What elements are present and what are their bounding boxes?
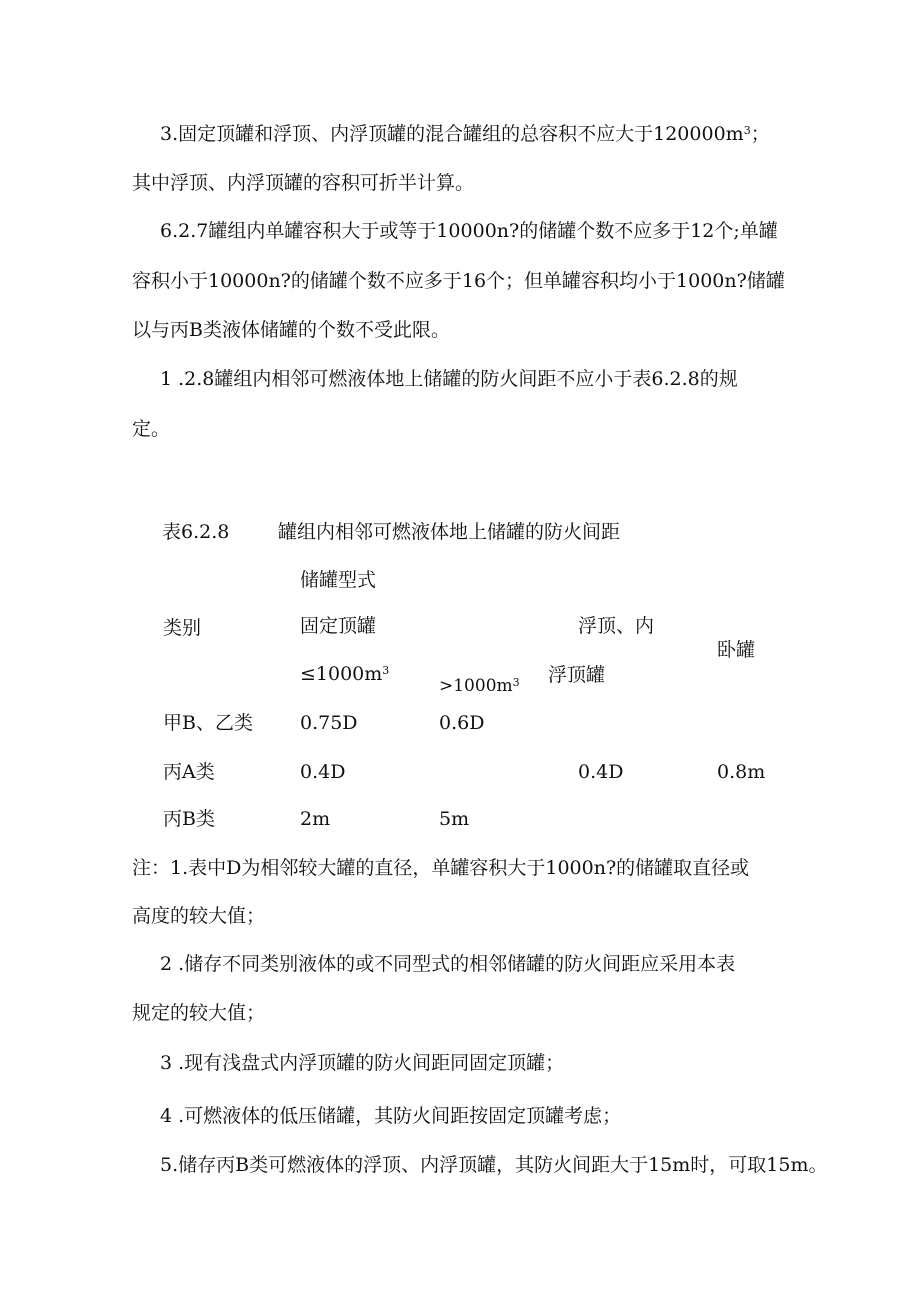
subheader-gt-1000: $>1000m^3$ [439,676,520,696]
subheader-le-1000: $\le 1000m^3$ [300,663,390,685]
header-group: 储罐型式 [300,569,377,591]
superscript: 3 [743,124,751,137]
row-category: 丙A类 [163,761,215,783]
note-3: 3 .现有浅盘式内浮顶罐的防火间距同固定顶罐； [160,1052,565,1074]
paragraph-text: 以与丙B类液体储罐的个数不受此限。 [132,319,450,341]
note-2-cont: 规定的较大值； [132,1002,266,1024]
paragraph-text: 6.2.7罐组内单罐容积大于或等于10000n?的储罐个数不应多于12个;单罐 [160,220,778,242]
cell-gt-1000: 0.6D [439,712,485,734]
paragraph-text: 3.固定顶罐和浮顶、内浮顶罐的混合罐组的总容积不应大于120000m [160,123,744,145]
cell-le-1000: 2m [300,808,331,830]
table-number: 表6.2.8 [162,521,230,543]
note-5: 5.储存丙B类可燃液体的浮顶、内浮顶罐，其防火间距大于15m时，可取15m。 [160,1154,828,1176]
cell-floating: 0.4D [578,761,624,783]
column-header-category: 类别 [163,617,202,639]
column-header-fixed-roof: 固定顶罐 [300,615,377,637]
cell-le-1000: 0.75D [300,712,358,734]
paragraph-text: 1 .2.8罐组内相邻可燃液体地上储罐的防火间距不应小于表6.2.8的规 [160,368,738,390]
note-1-cont: 高度的较大值； [132,905,266,927]
note-1: 注：1.表中D为相邻较大罐的直径，单罐容积大于1000n?的储罐取直径或 [132,857,750,879]
row-category: 甲B、乙类 [163,712,253,734]
cell-gt-1000: 5m [439,808,470,830]
column-header-floating-2: 浮顶罐 [548,664,606,686]
paragraph-text: 定。 [132,418,171,440]
column-header-horizontal: 卧罐 [717,639,756,661]
paragraph-text: 容积小于10000n?的储罐个数不应多于16个；但单罐容积均小于1000n?储罐 [132,270,785,292]
table-title: 罐组内相邻可燃液体地上储罐的防火间距 [278,521,621,543]
column-header-floating-1: 浮顶、内 [578,615,655,637]
cell-horizontal: 0.8m [717,761,766,783]
cell-le-1000: 0.4D [300,761,346,783]
note-2: 2 .储存不同类别液体的或不同型式的相邻储罐的防火间距应采用本表 [160,953,736,975]
punctuation: ； [750,123,770,145]
row-category: 丙B类 [163,808,215,830]
paragraph-text: 其中浮顶、内浮顶罐的容积可折半计算。 [132,172,475,194]
note-4: 4 .可燃液体的低压储罐，其防火间距按固定顶罐考虑； [160,1105,622,1127]
